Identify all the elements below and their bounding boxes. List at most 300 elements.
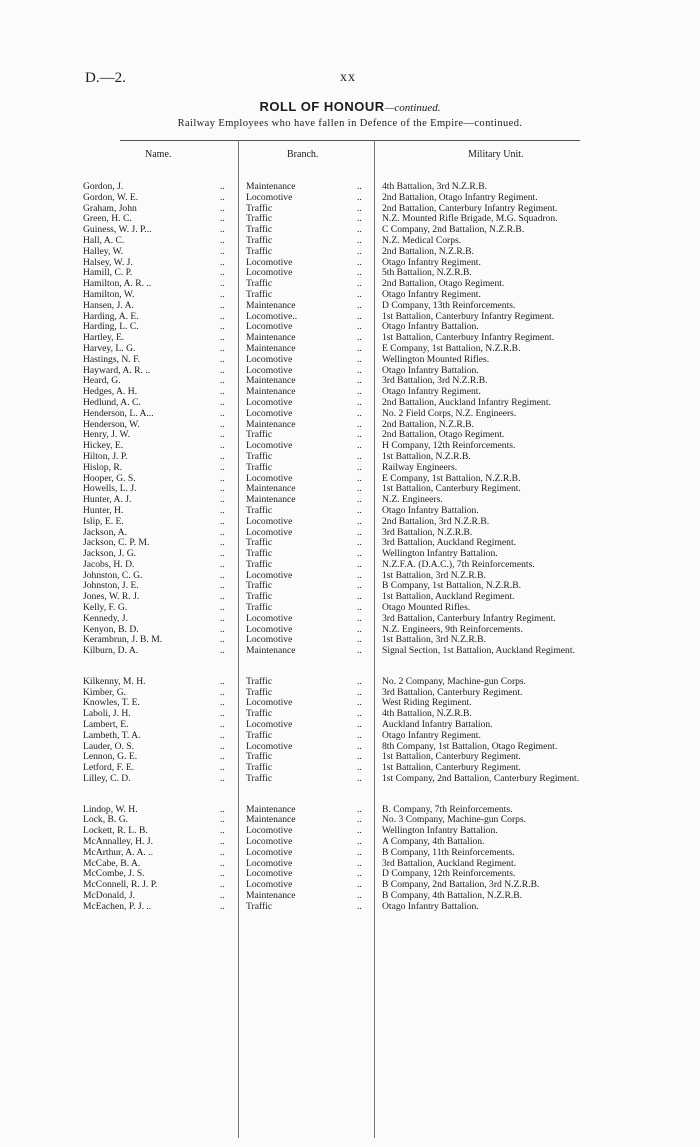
leader-dots: .. — [357, 396, 362, 408]
employee-name: Kennedy, J. — [83, 613, 128, 624]
military-unit-cell: 2nd Battalion, N.Z.R.B. — [382, 418, 474, 430]
employee-name: Graham, John — [83, 203, 137, 214]
military-unit-cell: 2nd Battalion, N.Z.R.B. — [382, 245, 474, 257]
military-unit-cell: Otago Infantry Regiment. — [382, 256, 481, 268]
leader-dots: .. — [357, 773, 362, 785]
employee-name: Howells, L. J. — [83, 484, 137, 495]
branch-cell: Locomotive — [246, 837, 293, 848]
military-unit-cell: 1st Battalion, 3rd N.Z.R.B. — [382, 634, 486, 646]
military-unit-cell: 3rd Battalion, Auckland Regiment. — [382, 537, 517, 549]
military-unit-cell: 5th Battalion, N.Z.R.B. — [382, 267, 472, 279]
military-unit-cell: D Company, 13th Reinforcements. — [382, 299, 516, 311]
branch-cell: Locomotive — [246, 257, 293, 268]
table-row — [0, 677, 700, 688]
leader-dots: .. — [220, 375, 225, 387]
column-header-name: Name. — [145, 149, 172, 160]
branch-cell: Traffic — [246, 225, 273, 236]
leader-dots: .. — [220, 708, 225, 720]
leader-dots: .. — [220, 342, 225, 354]
leader-dots: .. — [220, 483, 225, 495]
leader-dots: .. — [220, 256, 225, 268]
leader-dots: .. — [357, 857, 362, 869]
military-unit-cell: B. Company, 7th Reinforcements. — [382, 803, 513, 815]
leader-dots: .. — [357, 675, 362, 687]
employee-name: Kilburn, D. A. — [83, 646, 139, 657]
branch-cell: Locomotive — [246, 624, 293, 635]
branch-cell: Traffic — [246, 559, 273, 570]
branch-cell: Locomotive — [246, 858, 293, 869]
page-subtitle: Railway Employees who have fallen in Defence of the Empire—continued. — [177, 118, 523, 129]
table-row — [0, 506, 700, 517]
leader-dots: .. — [220, 569, 225, 581]
branch-cell: Locomotive — [246, 322, 293, 333]
column-header-branch: Branch. — [287, 149, 319, 160]
leader-dots: .. — [357, 342, 362, 354]
leader-dots: .. — [220, 191, 225, 203]
branch-cell: Maintenance — [246, 300, 296, 311]
employee-name: Jackson, A. — [83, 527, 127, 538]
military-unit-cell: Otago Infantry Regiment. — [382, 288, 481, 300]
employee-name: Lauder, O. S. — [83, 741, 135, 752]
employee-name: Islip, E. E. — [83, 516, 124, 527]
leader-dots: .. — [220, 879, 225, 891]
page-number: xx — [340, 70, 356, 85]
leader-dots: .. — [357, 526, 362, 538]
branch-cell: Locomotive — [246, 880, 293, 891]
leader-dots: .. — [357, 729, 362, 741]
military-unit-cell: N.Z. Mounted Rifle Brigade, M.G. Squadron. — [382, 213, 558, 225]
table-row — [0, 366, 700, 377]
employee-name: Hunter, A. J. — [83, 495, 132, 506]
leader-dots: .. — [220, 846, 225, 858]
employee-name: Harding, L. C. — [83, 322, 139, 333]
table-row — [0, 495, 700, 506]
table-row — [0, 774, 700, 796]
military-unit-cell: 2nd Battalion, Auckland Infantry Regiment. — [382, 396, 551, 408]
leader-dots: .. — [220, 686, 225, 698]
leader-dots: .. — [357, 708, 362, 720]
leader-dots: .. — [357, 332, 362, 344]
leader-dots: .. — [220, 181, 225, 192]
military-unit-cell: Railway Engineers. — [382, 461, 458, 473]
employee-name: Jackson, C. P. M. — [83, 538, 150, 549]
leader-dots: .. — [220, 234, 225, 246]
military-unit-cell: B Company, 11th Reinforcements. — [382, 846, 515, 858]
table-row — [0, 720, 700, 731]
leader-dots: .. — [220, 825, 225, 837]
leader-dots: .. — [220, 675, 225, 687]
employee-name: Lennon, G. E. — [83, 752, 138, 763]
leader-dots: .. — [220, 267, 225, 279]
military-unit-cell: N.Z. Medical Corps. — [382, 234, 462, 246]
leader-dots: .. — [220, 740, 225, 752]
branch-cell: Locomotive — [246, 635, 293, 646]
table-row — [0, 635, 700, 646]
table-row — [0, 463, 700, 474]
table-row — [0, 859, 700, 870]
table-row — [0, 441, 700, 452]
branch-cell: Maintenance — [246, 182, 296, 192]
military-unit-cell: 3rd Battalion, Canterbury Regiment. — [382, 686, 523, 698]
leader-dots: .. — [220, 580, 225, 592]
employee-name: Green, H. C. — [83, 214, 132, 225]
table-row — [0, 826, 700, 837]
leader-dots: .. — [357, 846, 362, 858]
military-unit-cell: 1st Battalion, Auckland Regiment. — [382, 591, 515, 603]
employee-name: Hamilton, W. — [83, 289, 135, 300]
leader-dots: .. — [220, 364, 225, 376]
branch-cell: Traffic — [246, 709, 273, 720]
branch-cell: Traffic — [246, 430, 273, 441]
leader-dots: .. — [357, 472, 362, 484]
employee-name: McCabe, B. A. — [83, 858, 141, 869]
table-row — [0, 193, 700, 204]
leader-dots: .. — [220, 440, 225, 452]
military-unit-cell: N.Z.F.A. (D.A.C.), 7th Reinforcements. — [382, 558, 535, 570]
leader-dots: .. — [357, 697, 362, 709]
table-row — [0, 225, 700, 236]
employee-name: McCombe, J. S. — [83, 869, 145, 880]
branch-cell: Traffic — [246, 687, 273, 698]
table-row — [0, 891, 700, 902]
leader-dots: .. — [357, 591, 362, 603]
employee-name: Hamilton, A. R. .. — [83, 279, 152, 290]
employee-name: Jackson, J. G. — [83, 549, 137, 560]
military-unit-cell: 1st Battalion, Canterbury Regiment. — [382, 483, 521, 495]
military-unit-cell: C Company, 2nd Battalion, N.Z.R.B. — [382, 224, 525, 236]
leader-dots: .. — [357, 504, 362, 516]
table-row — [0, 528, 700, 539]
leader-dots: .. — [357, 353, 362, 365]
branch-cell: Maintenance — [246, 804, 296, 815]
military-unit-cell: Otago Infantry Regiment. — [382, 729, 481, 741]
leader-dots: .. — [357, 751, 362, 763]
employee-name: McAnnalley, H. J. — [83, 837, 153, 848]
table-row — [0, 214, 700, 225]
roll-table-body — [0, 182, 700, 913]
leader-dots: .. — [220, 224, 225, 236]
military-unit-cell: N.Z. Engineers. — [382, 494, 443, 506]
branch-cell: Maintenance — [246, 815, 296, 826]
leader-dots: .. — [357, 868, 362, 880]
employee-name: McDonald, J. — [83, 891, 135, 901]
title-main: ROLL OF HONOUR — [259, 99, 385, 114]
leader-dots: .. — [357, 762, 362, 774]
branch-cell: Traffic — [246, 235, 273, 246]
leader-dots: .. — [220, 450, 225, 462]
military-unit-cell: 2nd Battalion, 3rd N.Z.R.B. — [382, 515, 490, 527]
leader-dots: .. — [357, 407, 362, 419]
military-unit-cell: 4th Battalion, N.Z.R.B. — [382, 708, 472, 720]
table-row — [0, 571, 700, 582]
branch-cell: Locomotive — [246, 354, 293, 365]
military-unit-cell: Wellington Infantry Battalion. — [382, 825, 498, 837]
employee-name: Kerambrun, J. B. M. — [83, 635, 163, 646]
leader-dots: .. — [357, 569, 362, 581]
branch-cell: Locomotive — [246, 826, 293, 837]
leader-dots: .. — [220, 719, 225, 731]
column-header-unit: Military Unit. — [468, 149, 524, 160]
branch-cell: Locomotive — [246, 527, 293, 538]
leader-dots: .. — [220, 288, 225, 300]
leader-dots: .. — [357, 461, 362, 473]
military-unit-cell: 8th Company, 1st Battalion, Otago Regiment. — [382, 740, 558, 752]
military-unit-cell: 3rd Battalion, Auckland Regiment. — [382, 857, 517, 869]
employee-name: Hunter, H. — [83, 505, 124, 516]
branch-cell: Maintenance — [246, 484, 296, 495]
leader-dots: .. — [357, 740, 362, 752]
military-unit-cell: 3rd Battalion, Canterbury Infantry Regiment. — [382, 612, 556, 624]
leader-dots: .. — [220, 407, 225, 419]
table-row — [0, 880, 700, 891]
leader-dots: .. — [220, 461, 225, 473]
military-unit-cell: 1st Battalion, Canterbury Infantry Regiment. — [382, 310, 555, 322]
military-unit-cell: Otago Infantry Battalion. — [382, 321, 479, 333]
leader-dots: .. — [220, 310, 225, 322]
military-unit-cell: 1st Battalion, Canterbury Regiment. — [382, 751, 521, 763]
employee-name: Lambert, E. — [83, 720, 129, 731]
title-suffix: —continued. — [384, 102, 441, 114]
leader-dots: .. — [220, 645, 225, 657]
branch-cell: Traffic — [246, 603, 273, 614]
employee-name: Harding, A. E. — [83, 311, 139, 322]
military-unit-cell: 1st Battalion, 3rd N.Z.R.B. — [382, 569, 486, 581]
branch-cell: Traffic — [246, 592, 273, 603]
leader-dots: .. — [220, 814, 225, 826]
table-row — [0, 581, 700, 592]
leader-dots: .. — [220, 213, 225, 225]
employee-name: Hickey, E. — [83, 441, 124, 452]
military-unit-cell: B Company, 4th Battalion, N.Z.R.B. — [382, 890, 523, 901]
leader-dots: .. — [357, 890, 362, 901]
leader-dots: .. — [357, 278, 362, 290]
header-rule — [120, 140, 580, 141]
leader-dots: .. — [220, 537, 225, 549]
military-unit-cell: Wellington Mounted Rifles. — [382, 353, 490, 365]
leader-dots: .. — [220, 623, 225, 635]
leader-dots: .. — [220, 321, 225, 333]
table-row — [0, 560, 700, 571]
military-unit-cell: 2nd Battalion, Otago Regiment. — [382, 429, 505, 441]
employee-name: Lock, B. G. — [83, 815, 129, 826]
military-unit-cell: 1st Battalion, Canterbury Regiment. — [382, 762, 521, 774]
table-row — [0, 646, 700, 668]
employee-name: Johnston, J. E. — [83, 581, 139, 592]
leader-dots: .. — [220, 396, 225, 408]
table-row — [0, 869, 700, 880]
table-row — [0, 763, 700, 774]
leader-dots: .. — [357, 310, 362, 322]
leader-dots: .. — [357, 299, 362, 311]
military-unit-cell: 1st Company, 2nd Battalion, Canterbury Regiment. — [382, 773, 580, 785]
leader-dots: .. — [357, 879, 362, 891]
leader-dots: .. — [357, 814, 362, 826]
leader-dots: .. — [220, 418, 225, 430]
leader-dots: .. — [220, 558, 225, 570]
leader-dots: .. — [220, 900, 225, 912]
employee-name: Henderson, L. A... — [83, 408, 154, 419]
employee-name: Jones, W. R. J. — [83, 592, 140, 603]
employee-name: McConnell, R. J. P. — [83, 880, 158, 891]
branch-cell: Traffic — [246, 505, 273, 516]
branch-cell: Traffic — [246, 676, 273, 687]
leader-dots: .. — [357, 245, 362, 257]
military-unit-cell: 1st Battalion, N.Z.R.B. — [382, 450, 471, 462]
leader-dots: .. — [220, 429, 225, 441]
table-row — [0, 247, 700, 258]
leader-dots: .. — [220, 868, 225, 880]
military-unit-cell: Otago Infantry Regiment. — [382, 386, 481, 398]
leader-dots: .. — [357, 440, 362, 452]
military-unit-cell: 4th Battalion, 3rd N.Z.R.B. — [382, 181, 487, 192]
table-row — [0, 312, 700, 323]
leader-dots: .. — [220, 245, 225, 257]
leader-dots: .. — [220, 591, 225, 603]
branch-cell: Maintenance — [246, 343, 296, 354]
employee-name: Laboli, J. H. — [83, 709, 131, 720]
leader-dots: .. — [357, 191, 362, 203]
military-unit-cell: B Company, 2nd Battalion, 3rd N.Z.R.B. — [382, 879, 540, 891]
table-row — [0, 538, 700, 549]
leader-dots: .. — [357, 429, 362, 441]
leader-dots: .. — [220, 612, 225, 624]
branch-cell: Locomotive — [246, 408, 293, 419]
military-unit-cell: 3rd Battalion, 3rd N.Z.R.B. — [382, 375, 488, 387]
branch-cell: Traffic — [246, 246, 273, 257]
branch-cell: Traffic — [246, 214, 273, 225]
leader-dots: .. — [357, 537, 362, 549]
leader-dots: .. — [220, 634, 225, 646]
leader-dots: .. — [357, 364, 362, 376]
table-row — [0, 322, 700, 333]
table-row — [0, 603, 700, 614]
table-row — [0, 592, 700, 603]
leader-dots: .. — [220, 278, 225, 290]
branch-cell: Traffic — [246, 279, 273, 290]
leader-dots: .. — [357, 900, 362, 912]
branch-cell: Locomotive — [246, 365, 293, 376]
employee-name: McEachen, P. J. .. — [83, 901, 152, 912]
branch-cell: Locomotive — [246, 720, 293, 731]
branch-cell: Locomotive — [246, 613, 293, 624]
military-unit-cell: 3rd Battalion, N.Z.R.B. — [382, 526, 473, 538]
branch-cell: Maintenance — [246, 387, 296, 398]
table-row — [0, 398, 700, 409]
employee-name: Hansen, J. A. — [83, 300, 134, 311]
document-reference: D.—2. — [85, 70, 126, 86]
table-row — [0, 474, 700, 485]
employee-name: Lambeth, T. A. — [83, 730, 141, 741]
military-unit-cell: Signal Section, 1st Battalion, Auckland Regiment. — [382, 645, 575, 657]
leader-dots: .. — [357, 719, 362, 731]
employee-name: Halsey, W. J. — [83, 257, 133, 268]
branch-cell: Locomotive.. — [246, 311, 298, 322]
table-row — [0, 430, 700, 441]
table-row — [0, 805, 700, 816]
employee-name: Lockett, R. L. B. — [83, 826, 148, 837]
branch-cell: Maintenance — [246, 419, 296, 430]
table-row — [0, 333, 700, 344]
table-row — [0, 848, 700, 859]
leader-dots: .. — [357, 634, 362, 646]
branch-cell: Locomotive — [246, 397, 293, 408]
table-row — [0, 182, 700, 193]
military-unit-cell: B Company, 1st Battalion, N.Z.R.B. — [382, 580, 522, 592]
branch-cell: Locomotive — [246, 741, 293, 752]
military-unit-cell: Otago Mounted Rifles. — [382, 602, 471, 614]
leader-dots: .. — [220, 472, 225, 484]
leader-dots: .. — [220, 602, 225, 614]
table-row — [0, 698, 700, 709]
branch-cell: Maintenance — [246, 646, 296, 657]
leader-dots: .. — [220, 697, 225, 709]
table-row — [0, 355, 700, 366]
leader-dots: .. — [357, 612, 362, 624]
table-row — [0, 625, 700, 636]
employee-name: Hartley, E. — [83, 333, 125, 344]
page-title — [0, 99, 700, 115]
military-unit-cell: N.Z. Engineers, 9th Reinforcements. — [382, 623, 523, 635]
employee-name: Lilley, C. D. — [83, 774, 131, 785]
employee-name: Gordon, W. E. — [83, 192, 139, 203]
employee-name: McArthur, A. A. .. — [83, 847, 153, 858]
branch-cell: Traffic — [246, 730, 273, 741]
branch-cell: Maintenance — [246, 891, 296, 901]
military-unit-cell: 2nd Battalion, Otago Regiment. — [382, 278, 505, 290]
military-unit-cell: Otago Infantry Battalion. — [382, 900, 479, 912]
branch-cell: Locomotive — [246, 698, 293, 709]
table-row — [0, 344, 700, 355]
table-row — [0, 614, 700, 625]
branch-cell: Locomotive — [246, 869, 293, 880]
table-row — [0, 742, 700, 753]
military-unit-cell: No. 2 Company, Machine-gun Corps. — [382, 675, 527, 687]
table-row — [0, 517, 700, 528]
table-row — [0, 709, 700, 720]
branch-cell: Maintenance — [246, 495, 296, 506]
leader-dots: .. — [220, 299, 225, 311]
leader-dots: .. — [357, 602, 362, 614]
branch-cell: Traffic — [246, 549, 273, 560]
table-row — [0, 204, 700, 215]
military-unit-cell: No. 3 Company, Machine-gun Corps. — [382, 814, 527, 826]
employee-name: Henry, J. W. — [83, 430, 131, 441]
leader-dots: .. — [357, 288, 362, 300]
leader-dots: .. — [357, 224, 362, 236]
table-row — [0, 301, 700, 312]
leader-dots: .. — [357, 483, 362, 495]
table-row — [0, 236, 700, 247]
leader-dots: .. — [357, 580, 362, 592]
employee-name: Knowles, T. E. — [83, 698, 140, 709]
military-unit-cell: Auckland Infantry Battalion. — [382, 719, 493, 731]
branch-cell: Locomotive — [246, 441, 293, 452]
leader-dots: .. — [357, 494, 362, 506]
leader-dots: .. — [220, 751, 225, 763]
branch-cell: Traffic — [246, 538, 273, 549]
leader-dots: .. — [220, 803, 225, 815]
employee-name: Kilkenny, M. H. — [83, 676, 146, 687]
branch-cell: Maintenance — [246, 333, 296, 344]
leader-dots: .. — [220, 526, 225, 538]
table-row — [0, 387, 700, 398]
employee-name: Hastings, N. F. — [83, 354, 141, 365]
table-row — [0, 549, 700, 560]
leader-dots: .. — [357, 256, 362, 268]
military-unit-cell: 2nd Battalion, Canterbury Infantry Regiment. — [382, 202, 558, 214]
leader-dots: .. — [220, 773, 225, 785]
leader-dots: .. — [357, 375, 362, 387]
